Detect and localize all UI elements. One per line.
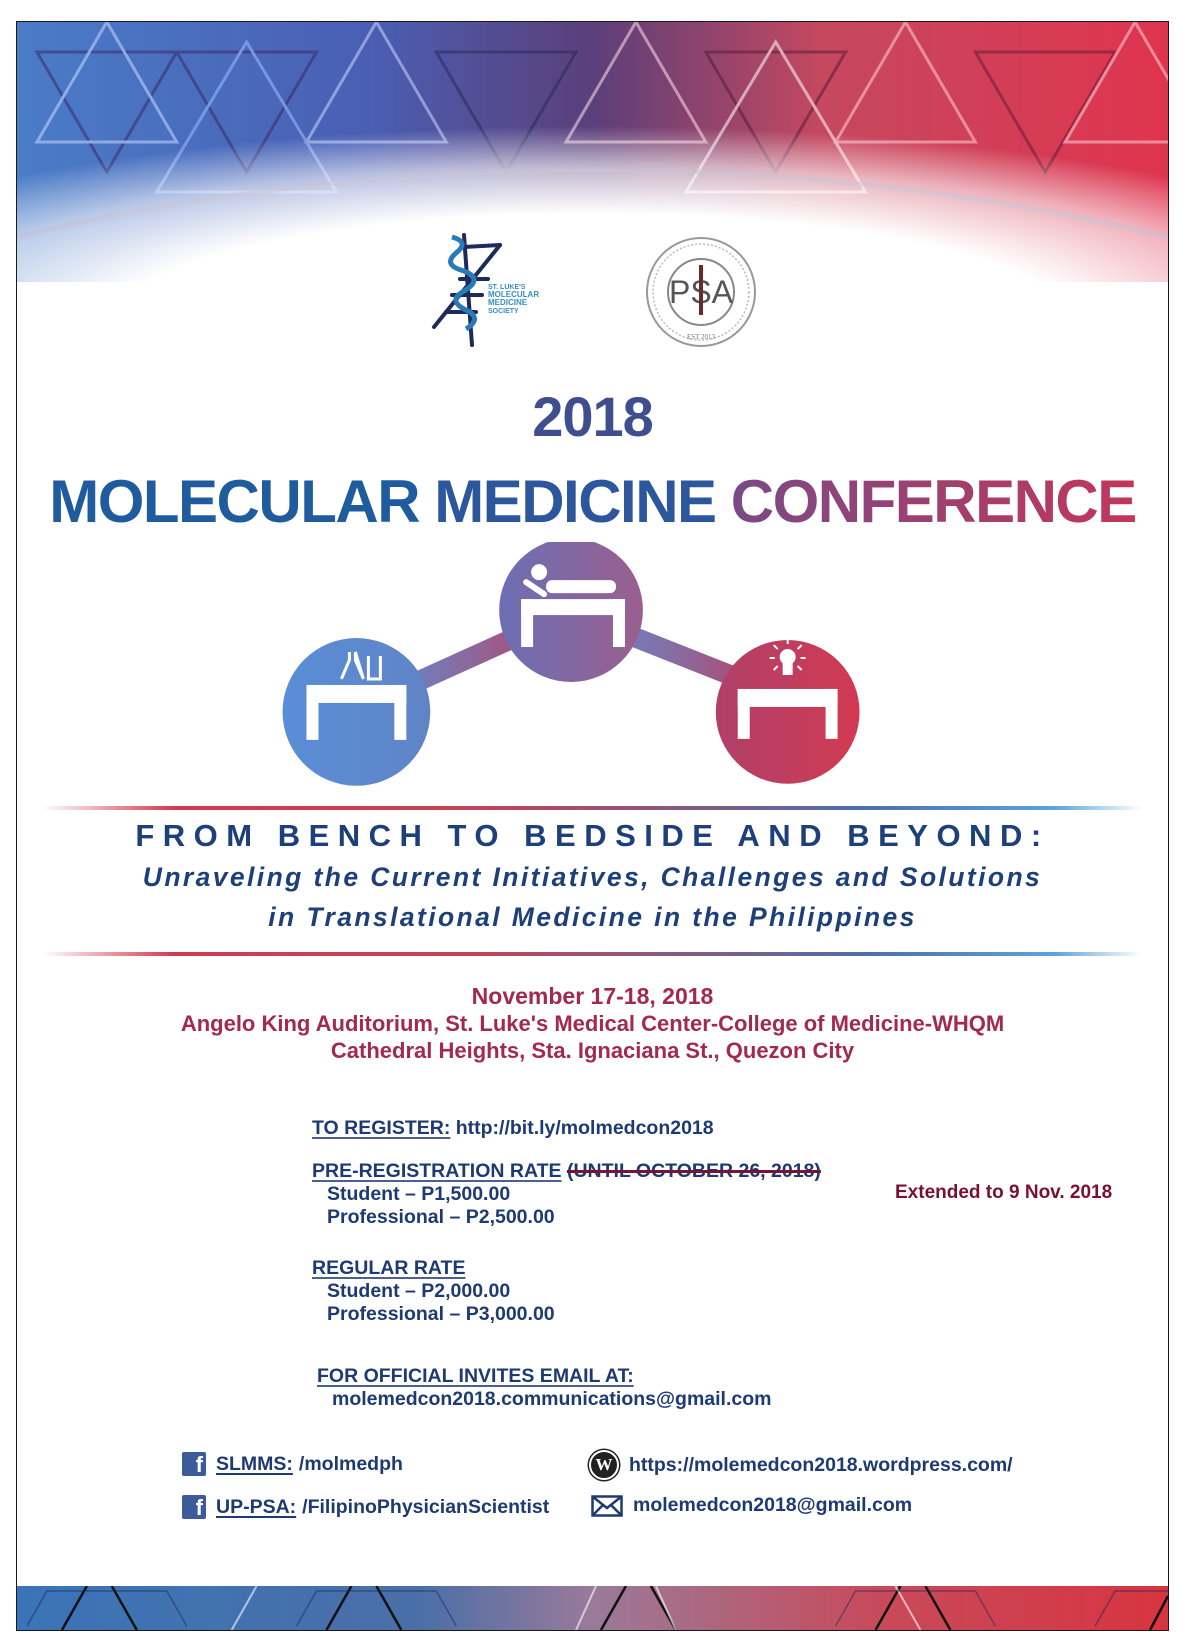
register-link[interactable]: http://bit.ly/molmedcon2018 — [455, 1117, 714, 1139]
invites-label: FOR OFFICIAL INVITES EMAIL AT: — [317, 1365, 634, 1387]
svg-text:ST. LUKE'S: ST. LUKE'S — [488, 284, 526, 291]
wordpress-icon: W — [589, 1450, 619, 1480]
register-label: TO REGISTER: — [312, 1117, 451, 1139]
bedside-patient-icon — [499, 542, 643, 682]
slmms-label: SLMMS: — [216, 1452, 293, 1475]
conference-year: 2018 — [532, 385, 653, 448]
regular-label: REGULAR RATE — [312, 1257, 466, 1279]
facebook-slmms[interactable] — [182, 1452, 403, 1476]
prereg-student-rate: Student – P1,500.00 — [327, 1183, 511, 1205]
up-psa-handle[interactable]: /FilipinoPhysicianScientist — [302, 1495, 550, 1518]
facebook-icon: f — [182, 1452, 206, 1476]
svg-text:PSA: PSA — [668, 274, 734, 310]
regular-professional-rate: Professional – P3,000.00 — [327, 1303, 555, 1325]
website-url[interactable]: https://molemedcon2018.wordpress.com/ — [629, 1453, 1013, 1476]
slmms-logo — [422, 227, 542, 347]
regular-student-rate: Student – P2,000.00 — [327, 1280, 511, 1302]
theme-subtitle-line2: in Translational Medicine in the Philippines — [268, 902, 917, 932]
svg-text:MOLECULAR: MOLECULAR — [488, 290, 540, 299]
regular-section — [312, 1257, 555, 1326]
title-word-molecular: MOLECULAR — [49, 468, 420, 535]
svg-text:MEDICINE: MEDICINE — [488, 298, 528, 307]
invites-section — [317, 1365, 771, 1411]
envelope-icon — [591, 1495, 623, 1517]
title-word-conference: CONFERENCE — [730, 468, 1136, 535]
sponsor-logos — [17, 227, 1168, 357]
up-psa-label: UP-PSA: — [216, 1495, 297, 1518]
email-address[interactable]: molemedcon2018@gmail.com — [633, 1494, 913, 1516]
facebook-icon: f — [182, 1495, 206, 1519]
svg-text:SOCIETY: SOCIETY — [488, 308, 519, 315]
slmms-handle[interactable]: /molmedph — [298, 1452, 403, 1475]
svg-text:EST 2013: EST 2013 — [686, 333, 716, 341]
event-venue-line2: Cathedral Heights, Sta. Ignaciana St., Quezon City — [330, 1038, 855, 1063]
divider-bottom — [42, 952, 1142, 956]
email-link[interactable] — [591, 1494, 912, 1517]
bench-bedside-beyond-illustration — [17, 542, 1168, 792]
prereg-section — [312, 1160, 821, 1229]
conference-title — [17, 467, 1168, 536]
bench-lab-icon — [283, 638, 431, 786]
event-date: November 17-18, 2018 — [471, 983, 714, 1009]
beyond-lightbulb-icon — [716, 639, 860, 784]
event-venue-line1: Angelo King Auditorium, St. Luke's Medical Center-College of Medicine-WHQM — [180, 1011, 1005, 1036]
prereg-professional-rate: Professional – P2,500.00 — [327, 1206, 555, 1228]
facebook-up-psa[interactable] — [182, 1495, 549, 1519]
prereg-label: PRE-REGISTRATION RATE — [312, 1160, 562, 1182]
theme-headline: FROM BENCH TO BEDSIDE AND BEYOND: — [135, 818, 1050, 853]
divider-top — [42, 806, 1142, 810]
website-link[interactable] — [589, 1450, 1013, 1480]
bottom-decorative-banner — [17, 1586, 1168, 1630]
extended-deadline-note: Extended to 9 Nov. 2018 — [895, 1182, 1113, 1203]
register-row — [312, 1117, 714, 1140]
up-psa-logo — [644, 235, 758, 349]
title-word-medicine: MEDICINE — [434, 468, 716, 535]
prereg-deadline-struck: (UNTIL OCTOBER 26, 2018) — [566, 1160, 821, 1182]
conference-poster — [16, 21, 1169, 1631]
invites-email[interactable]: molemedcon2018.communications@gmail.com — [332, 1388, 772, 1410]
theme-subtitle-line1: Unraveling the Current Initiatives, Challenges and Solutions — [142, 862, 1043, 892]
